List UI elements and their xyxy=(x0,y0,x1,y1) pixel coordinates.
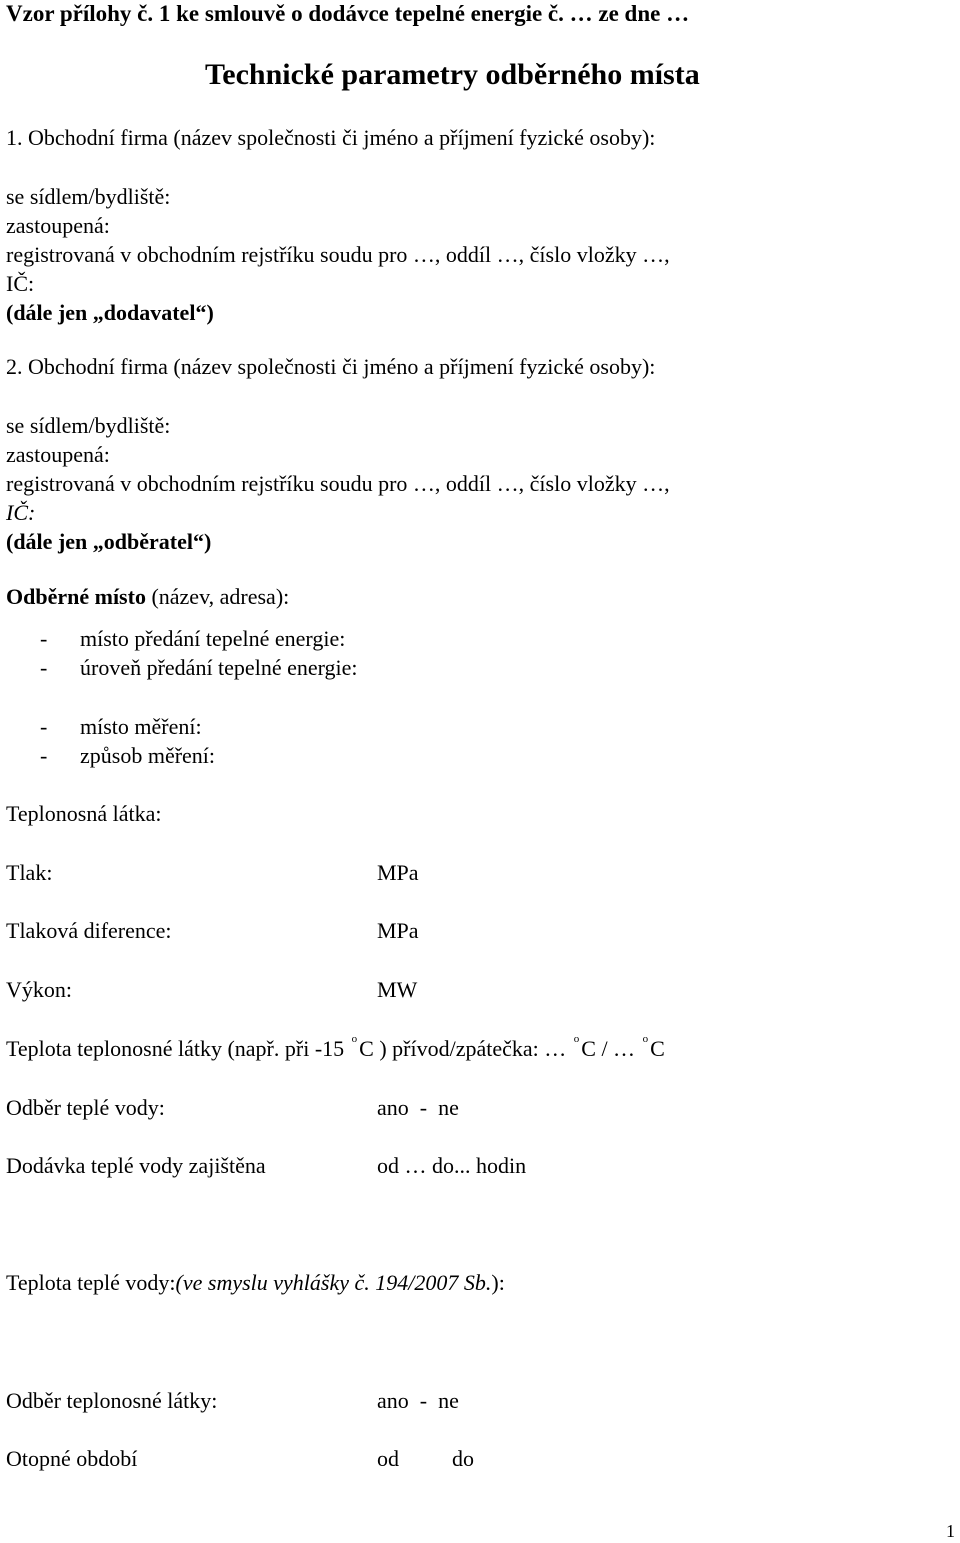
offtake-point-heading xyxy=(6,586,289,608)
medium-label: Teplonosná látka: xyxy=(6,801,162,826)
temperature-text-4: C xyxy=(650,1036,665,1061)
pressure-label: Tlak: xyxy=(6,860,53,885)
hot-water-temp-end: ): xyxy=(491,1270,505,1295)
temperature-line xyxy=(6,1033,665,1061)
degree-symbol: o xyxy=(642,1033,649,1045)
list-dash: - xyxy=(40,714,48,739)
temperature-text-1: Teplota teplonosné látky (např. při -15 xyxy=(6,1036,350,1061)
list-item-text: způsob měření: xyxy=(80,743,216,768)
hot-water-temp-ref: (ve smyslu vyhlášky č. 194/2007 Sb. xyxy=(175,1270,492,1295)
list-item-text: místo předání tepelné energie: xyxy=(80,626,346,651)
hot-water-supply-label: Dodávka teplé vody zajištěna xyxy=(6,1153,266,1178)
hot-water-temp-label: Teplota teplé vody: xyxy=(6,1270,176,1295)
pressure-unit: MPa xyxy=(377,860,419,885)
heating-season-from: od xyxy=(377,1446,399,1471)
party2-role: (dále jen „odběratel“) xyxy=(6,529,212,554)
list-dash: - xyxy=(40,655,48,680)
party1-represented: zastoupená: xyxy=(6,213,110,238)
list-dash: - xyxy=(40,626,48,651)
pressure-diff-label: Tlaková diference: xyxy=(6,918,172,943)
party1-role: (dále jen „dodavatel“) xyxy=(6,300,214,325)
degree-symbol: o xyxy=(351,1033,358,1045)
power-label: Výkon: xyxy=(6,977,72,1002)
offtake-point-suffix: (název, adresa): xyxy=(145,584,290,609)
party1-registered: registrovaná v obchodním rejstříku soudu pro …, oddíl …, číslo vložky …, xyxy=(6,242,670,267)
party2-represented: zastoupená: xyxy=(6,442,110,467)
heating-season-label: Otopné období xyxy=(6,1446,138,1471)
party1-firm: 1. Obchodní firma (název společnosti či jméno a příjmení fyzické osoby): xyxy=(6,125,656,150)
document-header: Vzor přílohy č. 1 ke smlouvě o dodávce tepelné energie č. … ze dne … xyxy=(6,1,690,26)
document-title: Technické parametry odběrného místa xyxy=(205,58,700,91)
degree-symbol: o xyxy=(573,1033,580,1045)
party2-firm: 2. Obchodní firma (název společnosti či jméno a příjmení fyzické osoby): xyxy=(6,354,656,379)
list-dash: - xyxy=(40,743,48,768)
hot-water-value: ano - ne xyxy=(377,1095,459,1120)
pressure-diff-unit: MPa xyxy=(377,918,419,943)
hot-water-label: Odběr teplé vody: xyxy=(6,1095,165,1120)
heating-season-to: do xyxy=(452,1446,474,1471)
party2-registered: registrovaná v obchodním rejstříku soudu pro …, oddíl …, číslo vložky …, xyxy=(6,471,670,496)
hot-water-temp-line xyxy=(6,1272,505,1294)
temperature-text-3: C / … xyxy=(581,1036,641,1061)
party2-ic: IČ: xyxy=(6,500,36,525)
heating-medium-value: ano - ne xyxy=(377,1388,459,1413)
list-item-text: úroveň předání tepelné energie: xyxy=(80,655,358,680)
party2-seat: se sídlem/bydliště: xyxy=(6,413,171,438)
list-item-text: místo měření: xyxy=(80,714,202,739)
hot-water-supply-value: od … do... hodin xyxy=(377,1153,527,1178)
party1-ic: IČ: xyxy=(6,271,35,296)
heating-medium-label: Odběr teplonosné látky: xyxy=(6,1388,218,1413)
temperature-text-2: C ) přívod/zpátečka: … xyxy=(359,1036,572,1061)
party1-seat: se sídlem/bydliště: xyxy=(6,184,171,209)
page-number: 1 xyxy=(946,1521,955,1541)
offtake-point-label: Odběrné místo xyxy=(6,584,146,609)
power-unit: MW xyxy=(377,977,418,1002)
